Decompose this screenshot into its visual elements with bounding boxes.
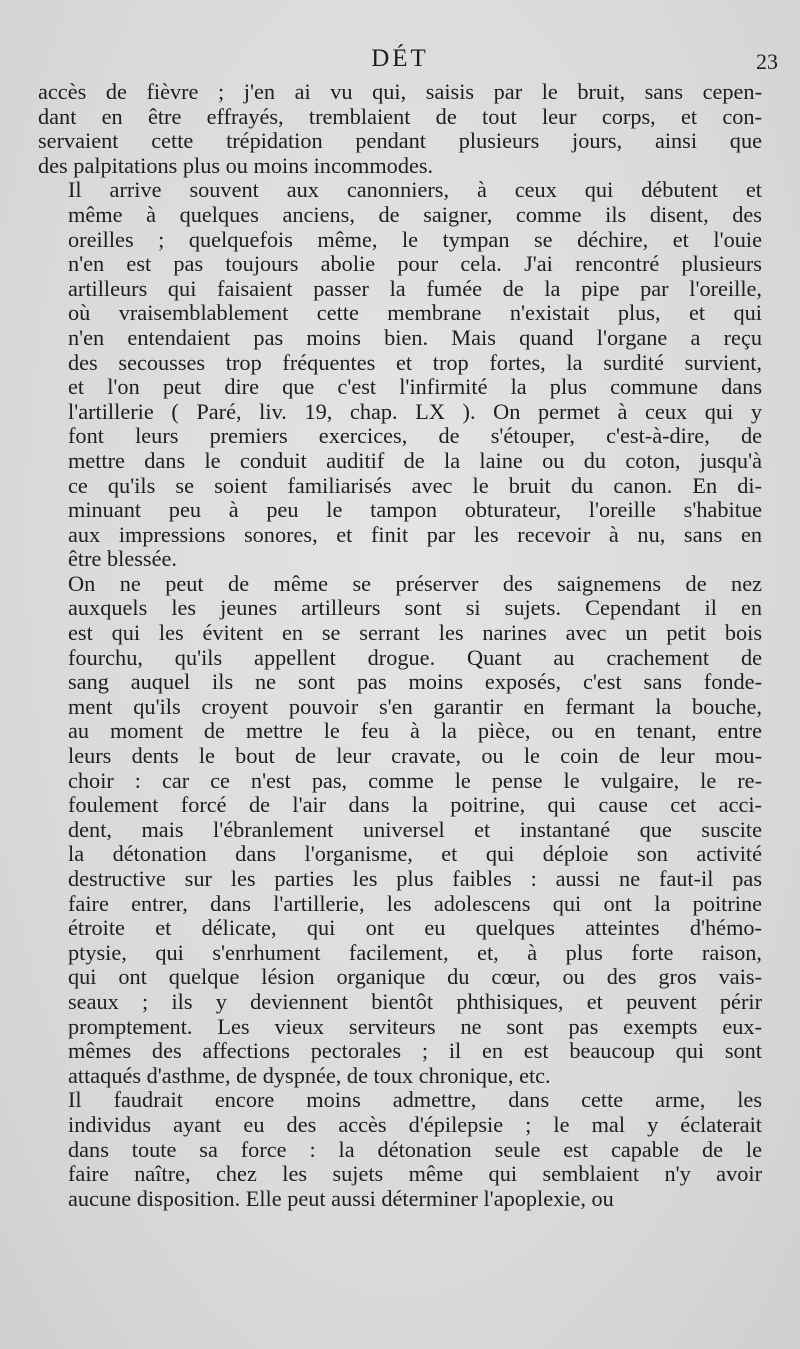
text-line: artilleurs qui faisaient passer la fumée de la pipe par l'oreille,	[68, 275, 762, 301]
text-line: foulement forcé de l'air dans la poitrine, qui cause cet acci-	[68, 792, 762, 818]
text-line: n'en entendaient pas moins bien. Mais quand l'organe a reçu	[68, 324, 762, 350]
text-line: auxquels les jeunes artilleurs sont si sujets. Cependant il en	[68, 595, 762, 621]
text-line: mêmes des affections pectorales ; il en est beaucoup qui sont	[68, 1038, 762, 1064]
text-line: ptysie, qui s'enrhument facilement, et, à plus forte raison,	[68, 939, 762, 965]
text-line: dant en être effrayés, tremblaient de tout leur corps, et con-	[38, 103, 762, 129]
text-line: leurs dents le bout de leur cravate, ou le coin de leur mou-	[68, 743, 762, 769]
paragraph	[38, 178, 762, 572]
text-line: individus ayant eu des accès d'épilepsie ; le mal y éclaterait	[68, 1111, 762, 1137]
text-line: destructive sur les parties les plus faibles : aussi ne faut-il pas	[68, 866, 762, 891]
text-line: dans toute sa force : la détonation seule est capable de le	[68, 1136, 762, 1162]
text-line: ce qu'ils se soient familiarisés avec le bruit du canon. En di-	[68, 472, 762, 498]
text-line: choir : car ce n'est pas, comme le pense le vulgaire, le re-	[68, 767, 762, 793]
text-line: minuant peu à peu le tampon obturateur, l'oreille s'habitue	[68, 497, 762, 523]
text-line: qui ont quelque lésion organique du cœur, ou des gros vais-	[68, 964, 762, 990]
text-line: fourchu, qu'ils appellent drogue. Quant au crachement de	[68, 644, 762, 670]
text-line: est qui les évitent en se serrant les narines avec un petit bois	[68, 620, 762, 646]
text-line: aux impressions sonores, et finit par les recevoir à nu, sans en	[68, 521, 762, 547]
text-line: promptement. Les vieux serviteurs ne sont pas exempts eux-	[68, 1013, 762, 1039]
text-line: où vraisemblablement cette membrane n'existait plus, et qui	[68, 300, 762, 326]
text-line: sang auquel ils ne sont pas moins exposés, c'est sans fonde-	[68, 669, 762, 695]
paragraph	[38, 572, 762, 1088]
text-line: n'en est pas toujours abolie pour cela. J'ai rencontré plusieurs	[68, 251, 762, 277]
text-line: Il faudrait encore moins admettre, dans cette arme, les	[68, 1087, 762, 1113]
body-text	[38, 80, 762, 1211]
paragraph	[38, 1088, 762, 1211]
text-line: être blessée.	[68, 546, 177, 572]
text-line: des palpitations plus ou moins incommodes.	[38, 152, 434, 178]
text-line: des secousses trop fréquentes et trop fortes, la surdité survient,	[68, 349, 762, 375]
page-header	[0, 45, 800, 81]
text-line: mettre dans le conduit auditif de la laine ou du coton, jusqu'à	[68, 447, 762, 473]
text-line: attaqués d'asthme, de dyspnée, de toux chronique, etc.	[68, 1062, 551, 1088]
running-head: DÉT	[371, 45, 429, 72]
text-line: et l'on peut dire que c'est l'infirmité la plus commune dans	[68, 374, 762, 400]
text-line: seaux ; ils y deviennent bientôt phthisiques, et peuvent périr	[68, 988, 762, 1014]
text-line: accès de fièvre ; j'en ai vu qui, saisis par le bruit, sans cepen-	[38, 79, 762, 104]
text-line: aucune disposition. Elle peut aussi déterminer l'apoplexie, ou	[68, 1185, 614, 1211]
text-line: faire entrer, dans l'artillerie, les adolescens qui ont la poitrine	[68, 890, 762, 916]
text-line: Il arrive souvent aux canonniers, à ceux qui débutent et	[68, 177, 762, 203]
text-line: au moment de mettre le feu à la pièce, ou en tenant, entre	[68, 718, 762, 744]
text-line: la détonation dans l'organisme, et qui déploie son activité	[68, 841, 762, 867]
text-line: servaient cette trépidation pendant plusieurs jours, ainsi que	[38, 128, 762, 154]
text-line: ment qu'ils croyent pouvoir s'en garantir en fermant la bouche,	[68, 693, 762, 719]
page-number: 23	[756, 49, 778, 74]
text-line: dent, mais l'ébranlement universel et instantané que suscite	[68, 816, 762, 842]
text-line: oreilles ; quelquefois même, le tympan se déchire, et l'ouie	[68, 226, 762, 252]
text-line: faire naître, chez les sujets même qui semblaient n'y avoir	[68, 1161, 762, 1187]
text-line: font leurs premiers exercices, de s'étouper, c'est-à-dire, de	[68, 423, 762, 449]
text-line: même à quelques anciens, de saigner, comme ils disent, des	[68, 201, 762, 227]
text-line: étroite et délicate, qui ont eu quelques atteintes d'hémo-	[68, 915, 762, 941]
text-line: l'artillerie ( Paré, liv. 19, chap. LX ). On permet à ceux qui y	[68, 398, 762, 424]
paragraph	[38, 80, 762, 178]
text-line: On ne peut de même se préserver des saignemens de nez	[68, 570, 762, 596]
